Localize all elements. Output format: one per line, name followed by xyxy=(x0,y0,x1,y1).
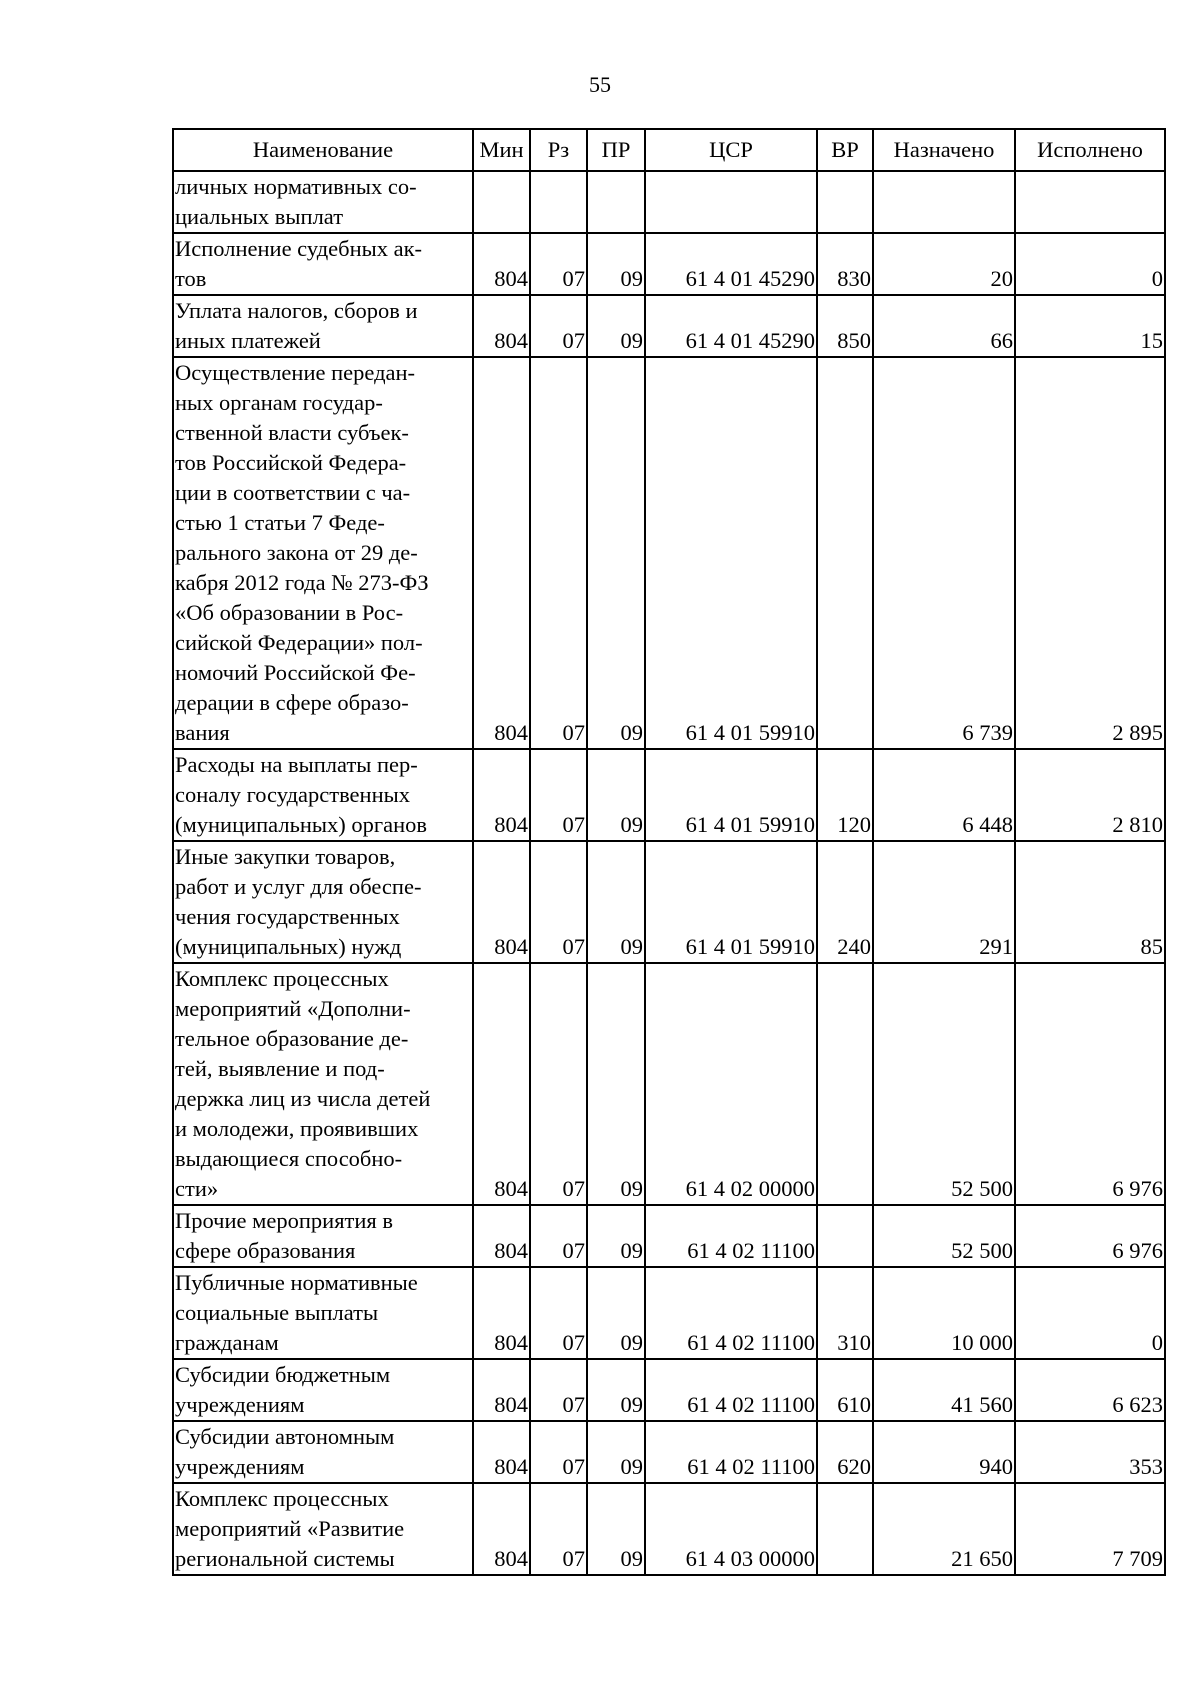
cell-name-line: региональной системы xyxy=(175,1546,395,1571)
header-min: Мин xyxy=(473,129,530,171)
cell-min: 804 xyxy=(473,1267,530,1359)
cell-executed: 353 xyxy=(1015,1421,1165,1483)
cell-executed: 0 xyxy=(1015,1267,1165,1359)
table-row xyxy=(173,841,1165,963)
cell-executed: 6 976 xyxy=(1015,1205,1165,1267)
cell-name-line: работ и услуг для обеспе- xyxy=(175,874,422,899)
header-row xyxy=(173,129,1165,171)
cell-name-line: мероприятий «Развитие xyxy=(175,1516,405,1541)
cell-name-line: сийской Федерации» пол- xyxy=(175,630,423,655)
cell-rz xyxy=(530,171,587,233)
cell-name-line: Комплекс процессных xyxy=(175,966,389,991)
cell-name-line: учреждениям xyxy=(175,1454,305,1479)
cell-pr: 09 xyxy=(587,1359,645,1421)
header-executed: Исполнено xyxy=(1015,129,1165,171)
header-vr: ВР xyxy=(817,129,873,171)
table-row xyxy=(173,1421,1165,1483)
cell-name-line: дерации в сфере образо- xyxy=(175,690,409,715)
cell-name-line: учреждениям xyxy=(175,1392,305,1417)
cell-vr xyxy=(817,1483,873,1575)
cell-name-line: стью 1 статьи 7 Феде- xyxy=(175,510,385,535)
cell-vr: 310 xyxy=(817,1267,873,1359)
cell-rz: 07 xyxy=(530,1205,587,1267)
cell-csr: 61 4 02 11100 xyxy=(645,1267,817,1359)
cell-min: 804 xyxy=(473,233,530,295)
cell-min: 804 xyxy=(473,1421,530,1483)
cell-vr: 240 xyxy=(817,841,873,963)
cell-name-line: выдающиеся способно- xyxy=(175,1146,403,1171)
cell-name-line: «Об образовании в Рос- xyxy=(175,600,404,625)
cell-pr: 09 xyxy=(587,1421,645,1483)
cell-assigned: 6 739 xyxy=(873,357,1015,749)
cell-name-line: держка лиц из числа детей xyxy=(175,1086,431,1111)
cell-name xyxy=(173,1483,473,1575)
header-csr: ЦСР xyxy=(645,129,817,171)
cell-name-line: тов xyxy=(175,266,207,291)
table-row xyxy=(173,963,1165,1205)
cell-name-line: тей, выявление и под- xyxy=(175,1056,385,1081)
cell-executed: 7 709 xyxy=(1015,1483,1165,1575)
header-assigned: Назначено xyxy=(873,129,1015,171)
cell-name-line: ных органам государ- xyxy=(175,390,383,415)
cell-assigned: 52 500 xyxy=(873,1205,1015,1267)
cell-name-line: личных нормативных со- xyxy=(175,174,417,199)
cell-executed: 0 xyxy=(1015,233,1165,295)
header-pr: ПР xyxy=(587,129,645,171)
cell-vr: 610 xyxy=(817,1359,873,1421)
cell-name xyxy=(173,1421,473,1483)
cell-name-line: Расходы на выплаты пер- xyxy=(175,752,418,777)
cell-min xyxy=(473,171,530,233)
cell-rz: 07 xyxy=(530,963,587,1205)
cell-name-line: Осуществление передан- xyxy=(175,360,416,385)
cell-csr: 61 4 02 00000 xyxy=(645,963,817,1205)
cell-executed: 2 895 xyxy=(1015,357,1165,749)
cell-name xyxy=(173,841,473,963)
cell-rz: 07 xyxy=(530,295,587,357)
budget-table xyxy=(172,128,1166,1576)
cell-pr: 09 xyxy=(587,841,645,963)
cell-name-line: Уплата налогов, сборов и xyxy=(175,298,418,323)
page-number: 55 xyxy=(589,72,611,97)
cell-min: 804 xyxy=(473,1205,530,1267)
cell-rz: 07 xyxy=(530,357,587,749)
cell-name-line: мероприятий «Дополни- xyxy=(175,996,411,1021)
cell-csr: 61 4 03 00000 xyxy=(645,1483,817,1575)
cell-name-line: номочий Российской Фе- xyxy=(175,660,416,685)
cell-name xyxy=(173,1205,473,1267)
cell-name-line: чения государственных xyxy=(175,904,400,929)
cell-csr: 61 4 01 59910 xyxy=(645,357,817,749)
cell-executed: 85 xyxy=(1015,841,1165,963)
cell-name-line: Иные закупки товаров, xyxy=(175,844,396,869)
cell-name-line: гражданам xyxy=(175,1330,279,1355)
cell-assigned: 6 448 xyxy=(873,749,1015,841)
table-row xyxy=(173,1483,1165,1575)
cell-csr: 61 4 01 45290 xyxy=(645,233,817,295)
cell-vr: 830 xyxy=(817,233,873,295)
table-row xyxy=(173,749,1165,841)
cell-name-line: сфере образования xyxy=(175,1238,356,1263)
cell-name-line: сти» xyxy=(175,1176,219,1201)
cell-pr: 09 xyxy=(587,749,645,841)
cell-vr: 620 xyxy=(817,1421,873,1483)
cell-csr: 61 4 01 45290 xyxy=(645,295,817,357)
table-row xyxy=(173,357,1165,749)
cell-min: 804 xyxy=(473,357,530,749)
cell-name-line: Публичные нормативные xyxy=(175,1270,418,1295)
cell-executed: 6 623 xyxy=(1015,1359,1165,1421)
cell-csr: 61 4 02 11100 xyxy=(645,1359,817,1421)
cell-name-line: Исполнение судебных ак- xyxy=(175,236,423,261)
cell-min: 804 xyxy=(473,841,530,963)
cell-assigned: 52 500 xyxy=(873,963,1015,1205)
cell-vr xyxy=(817,357,873,749)
cell-name xyxy=(173,749,473,841)
cell-min: 804 xyxy=(473,295,530,357)
cell-name-line: ции в соответствии с ча- xyxy=(175,480,411,505)
cell-rz: 07 xyxy=(530,841,587,963)
cell-assigned: 20 xyxy=(873,233,1015,295)
cell-vr: 120 xyxy=(817,749,873,841)
cell-name-line: соналу государственных xyxy=(175,782,410,807)
cell-pr: 09 xyxy=(587,357,645,749)
cell-name-line: тов Российской Федера- xyxy=(175,450,407,475)
cell-vr: 850 xyxy=(817,295,873,357)
cell-name xyxy=(173,1359,473,1421)
cell-rz: 07 xyxy=(530,1267,587,1359)
cell-pr: 09 xyxy=(587,1205,645,1267)
cell-name xyxy=(173,963,473,1205)
cell-name-line: кабря 2012 года № 273-ФЗ xyxy=(175,570,429,595)
cell-assigned: 66 xyxy=(873,295,1015,357)
cell-name-line: Субсидии бюджетным xyxy=(175,1362,391,1387)
cell-pr: 09 xyxy=(587,1267,645,1359)
cell-pr: 09 xyxy=(587,1483,645,1575)
cell-name xyxy=(173,233,473,295)
cell-min: 804 xyxy=(473,749,530,841)
cell-csr: 61 4 02 11100 xyxy=(645,1421,817,1483)
cell-assigned: 940 xyxy=(873,1421,1015,1483)
cell-pr: 09 xyxy=(587,963,645,1205)
cell-name-line: социальные выплаты xyxy=(175,1300,379,1325)
cell-rz: 07 xyxy=(530,233,587,295)
cell-name-line: Субсидии автономным xyxy=(175,1424,395,1449)
cell-csr: 61 4 02 11100 xyxy=(645,1205,817,1267)
table-row xyxy=(173,1359,1165,1421)
cell-vr xyxy=(817,963,873,1205)
cell-min: 804 xyxy=(473,1359,530,1421)
cell-name-line: (муниципальных) органов xyxy=(175,812,428,837)
table-body xyxy=(173,171,1165,1575)
cell-pr: 09 xyxy=(587,233,645,295)
cell-csr: 61 4 01 59910 xyxy=(645,841,817,963)
cell-executed xyxy=(1015,171,1165,233)
table-row xyxy=(173,295,1165,357)
table-row xyxy=(173,171,1165,233)
cell-name xyxy=(173,357,473,749)
table-row xyxy=(173,1205,1165,1267)
cell-name-line: Прочие мероприятия в xyxy=(175,1208,394,1233)
cell-rz: 07 xyxy=(530,1483,587,1575)
cell-name-line: циальных выплат xyxy=(175,204,344,229)
header-name: Наименование xyxy=(173,129,473,171)
cell-name-line: (муниципальных) нужд xyxy=(175,934,402,959)
cell-vr xyxy=(817,171,873,233)
cell-pr xyxy=(587,171,645,233)
cell-name-line: Комплекс процессных xyxy=(175,1486,389,1511)
table-row xyxy=(173,233,1165,295)
cell-assigned: 10 000 xyxy=(873,1267,1015,1359)
cell-name-line: тельное образование де- xyxy=(175,1026,409,1051)
cell-assigned: 41 560 xyxy=(873,1359,1015,1421)
header-rz: Рз xyxy=(530,129,587,171)
cell-executed: 2 810 xyxy=(1015,749,1165,841)
cell-rz: 07 xyxy=(530,1359,587,1421)
cell-name xyxy=(173,295,473,357)
cell-name-line: иных платежей xyxy=(175,328,321,353)
cell-pr: 09 xyxy=(587,295,645,357)
cell-min: 804 xyxy=(473,963,530,1205)
cell-executed: 15 xyxy=(1015,295,1165,357)
cell-name-line: рального закона от 29 де- xyxy=(175,540,418,565)
cell-name-line: и молодежи, проявивших xyxy=(175,1116,419,1141)
cell-min: 804 xyxy=(473,1483,530,1575)
cell-name-line: вания xyxy=(175,720,230,745)
cell-name-line: ственной власти субъек- xyxy=(175,420,409,445)
table-row xyxy=(173,1267,1165,1359)
cell-csr xyxy=(645,171,817,233)
cell-assigned: 21 650 xyxy=(873,1483,1015,1575)
cell-vr xyxy=(817,1205,873,1267)
cell-assigned xyxy=(873,171,1015,233)
cell-rz: 07 xyxy=(530,1421,587,1483)
cell-rz: 07 xyxy=(530,749,587,841)
cell-name xyxy=(173,1267,473,1359)
cell-executed: 6 976 xyxy=(1015,963,1165,1205)
cell-name xyxy=(173,171,473,233)
cell-csr: 61 4 01 59910 xyxy=(645,749,817,841)
cell-assigned: 291 xyxy=(873,841,1015,963)
